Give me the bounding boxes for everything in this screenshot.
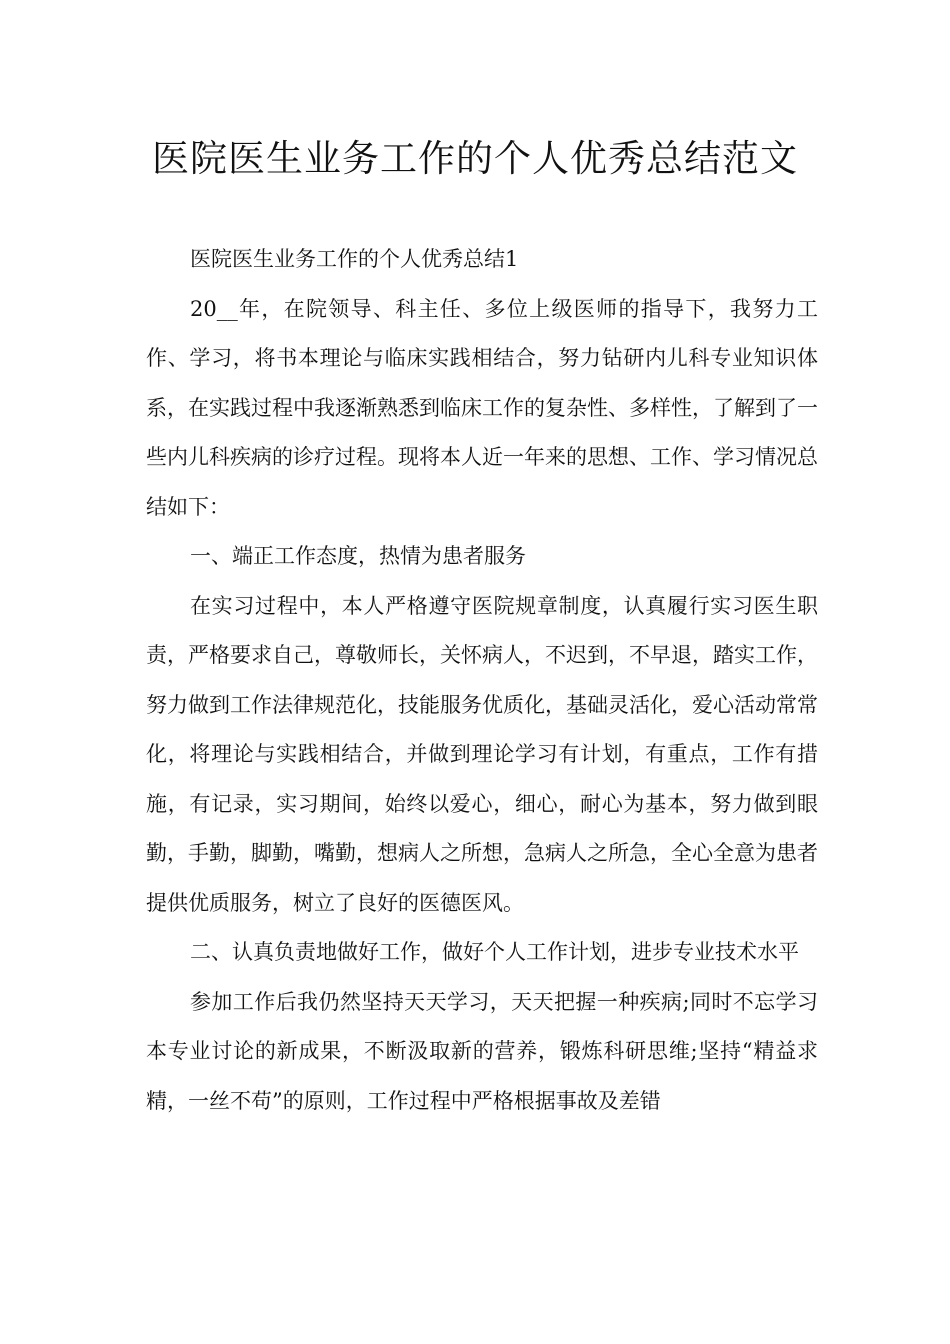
document-title: 医院医生业务工作的个人优秀总结范文 (152, 137, 798, 180)
section-heading: 二、认真负责地做好工作，做好个人工作计划，进步专业技术水平 (190, 940, 799, 964)
section-heading: 一、端正工作态度，热情为患者服务 (190, 544, 526, 568)
paragraph: 在实习过程中，本人严格遵守医院规章制度，认真履行实习医生职责，严格要求自己，尊敬师长，关怀病人，不迟到，不早退，踏实工作，努力做到工作法律规范化，技能服务优质化，基础灵活化，爱心活动常常化，将理论与实践相结合，并做到理论学习有计划，有重点，工作有措施，有记录，实习期间，始终以爱心，细心，耐心为基本，努力做到眼勤，手勤，脚勤，嘴勤，想病人之所想，急病人之所急，全心全意为患者提供优质服务，树立了良好的医德医风。 (146, 593, 818, 915)
section-heading: 医院医生业务工作的个人优秀总结1 (190, 247, 519, 271)
document-body (146, 235, 818, 1126)
paragraph: 参加工作后我仍然坚持天天学习，天天把握一种疾病;同时不忘学习本专业讨论的新成果，不断汲取新的营养，锻炼科研思维;坚持“精益求精，一丝不苟”的原则，工作过程中严格根据事故及差错 (146, 989, 818, 1113)
paragraph: 20__年，在院领导、科主任、多位上级医师的指导下，我努力工作、学习，将书本理论与临床实践相结合，努力钻研内儿科专业知识体系，在实践过程中我逐渐熟悉到临床工作的复杂性、多样性，了解到了一些内儿科疾病的诊疗过程。现将本人近一年来的思想、工作、学习情况总结如下： (146, 296, 818, 519)
